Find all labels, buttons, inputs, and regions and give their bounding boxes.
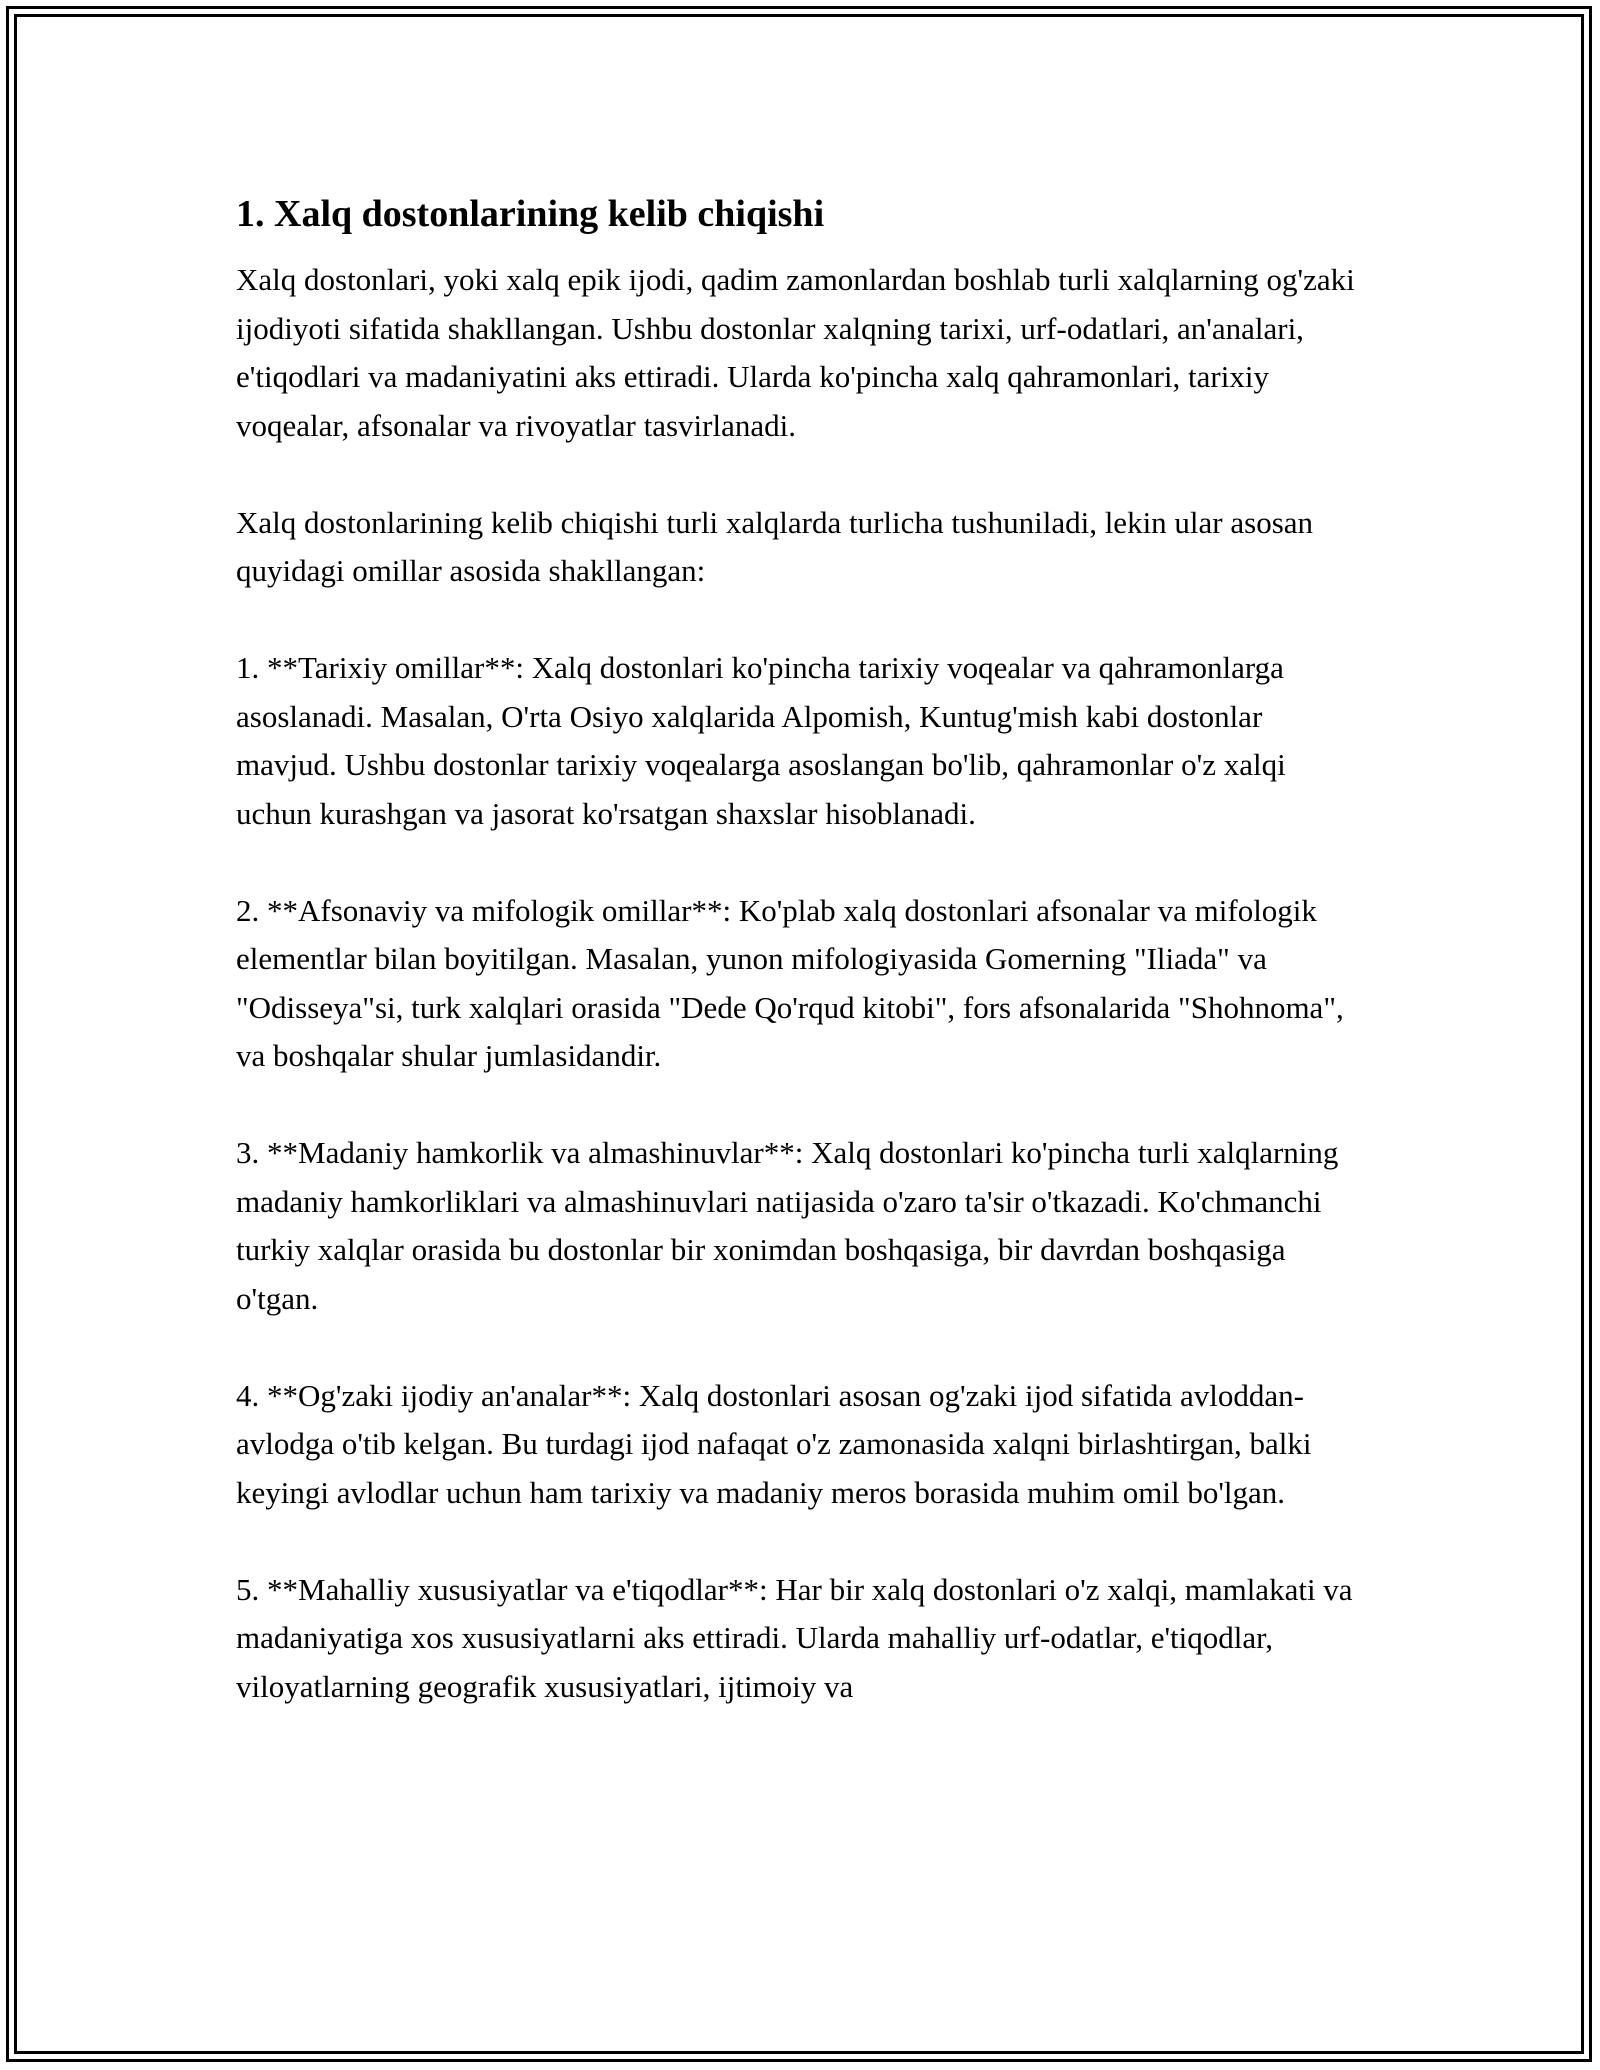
list-item-mythological-factors: 2. **Afsonaviy va mifologik omillar**: Ko'plab xalq dostonlari afsonalar va mifologik elementlar bilan boyitilgan. Masalan, yunon mifologiyasida Gomerning "Iliada" va "Odisseya"si, turk xalqlari orasida "Dede Qo'rqud kitobi", fors afsonalarida "Shohnoma", va boshqalar shular jumlasidandir. bbox=[236, 892, 1344, 1073]
list-item-local-features: 5. **Mahalliy xususiyatlar va e'tiqodlar**: Har bir xalq dostonlari o'z xalqi, mamlakati va madaniyatiga xos xususiyatlarni aks ettiradi. Ularda mahalliy urf-odatlar, e'tiqodlar, viloyatlarning geografik xususiyatlari, ijtimoiy va bbox=[236, 1571, 1353, 1704]
list-item-cultural-exchange: 3. **Madaniy hamkorlik va almashinuvlar**: Xalq dostonlari ko'pincha turli xalqlarning madaniy hamkorliklari va almashinuvlari natijasida o'zaro ta'sir o'tkazadi. Ko'chmanchi turkiy xalqlar orasida bu dostonlar bir xonimdan boshqasiga, bir davrdan boshqasiga o'tgan. bbox=[236, 1135, 1339, 1316]
list-item-historical-factors: 1. **Tarixiy omillar**: Xalq dostonlari ko'pincha tarixiy voqealar va qahramonlarga asoslanadi. Masalan, O'rta Osiyo xalqlarida Alpomish, Kuntug'mish kabi dostonlar mavjud. Ushbu dostonlar tarixiy voqealarga asoslangan bo'lib, qahramonlar o'z xalqi uchun kurashgan va jasorat ko'rsatgan shaxslar hisoblanadi. bbox=[236, 650, 1286, 831]
paragraph-intro: Xalq dostonlari, yoki xalq epik ijodi, qadim zamonlardan boshlab turli xalqlarning og'zaki ijodiyoti sifatida shakllangan. Ushbu dostonlar xalqning tarixi, urf-odatlari, an'analari, e'tiqodlari va madaniyatini aks ettiradi. Ularda ko'pincha xalq qahramonlari, tarixiy voqealar, afsonalar va rivoyatlar tasvirlanadi. bbox=[236, 262, 1355, 443]
section-heading: 1. Xalq dostonlarining kelib chiqishi bbox=[236, 193, 825, 235]
list-item-oral-traditions: 4. **Og'zaki ijodiy an'analar**: Xalq dostonlari asosan og'zaki ijod sifatida avloddan-avlodga o'tib kelgan. Bu turdagi ijod nafaqat o'z zamonasida xalqni birlashtirgan, balki keyingi avlodlar uchun ham tarixiy va madaniy meros borasida muhim omil bo'lgan. bbox=[236, 1377, 1312, 1510]
document-body bbox=[236, 190, 1366, 1711]
paragraph-factors-intro: Xalq dostonlarining kelib chiqishi turli xalqlarda turlicha tushuniladi, lekin ular asosan quyidagi omillar asosida shakllangan: bbox=[236, 504, 1314, 588]
